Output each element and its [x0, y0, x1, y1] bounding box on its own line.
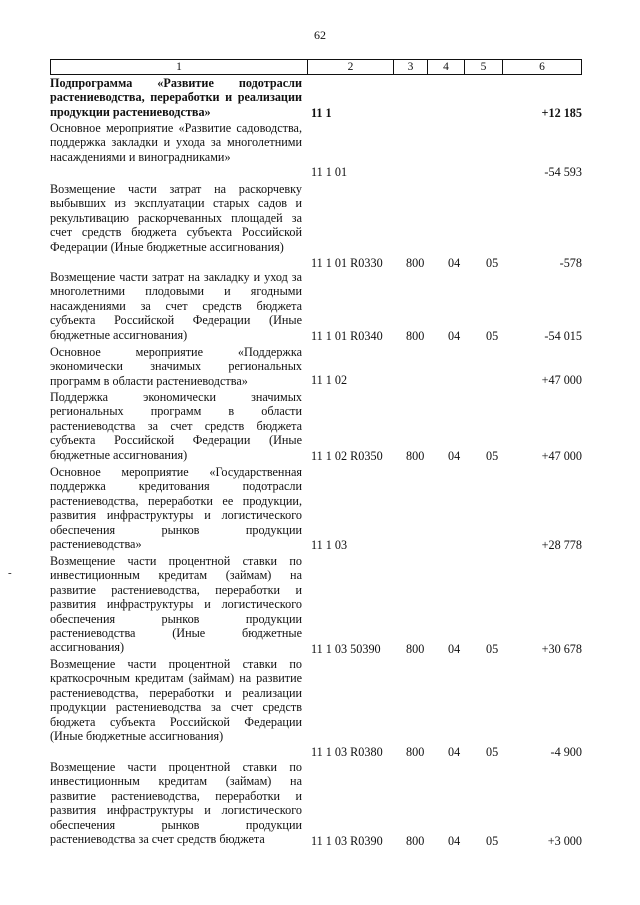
row-description: Возмещение части затрат на закладку и уход за многолетними плодовыми и ягодными насаждениями за счет средств бюджета субъекта Российской Федерации (Иные бюджетные ассигнования)	[50, 270, 302, 342]
row-vr: 800	[406, 256, 425, 270]
header-col-5: 5	[465, 60, 503, 74]
row-description: Поддержка экономически значимых региональных программ в области растениеводства за счет средств бюджета субъекта Российской Федерации (Иные бюджетные ассигнования)	[50, 390, 302, 462]
row-description: Основное мероприятие «Поддержка экономически значимых региональных программ в области растениеводства»	[50, 345, 302, 388]
row-code: 11 1	[311, 106, 332, 120]
row-pr: 05	[486, 745, 499, 759]
row-description: Основное мероприятие «Государственная поддержка кредитования подотрасли растениеводства, переработки ее продукции, развития инфраструктуры и логистического обеспечения рынков продукции растениеводства»	[50, 465, 302, 552]
row-code: 11 1 03	[311, 538, 348, 552]
row-pr: 05	[486, 642, 499, 656]
page-number: 62	[314, 28, 326, 42]
row-code: 11 1 03 R0380	[311, 745, 383, 759]
row-amount: +47 000	[541, 373, 582, 387]
row-vr: 800	[406, 834, 425, 848]
header-col-6: 6	[539, 61, 545, 73]
row-description: Основное мероприятие «Развитие садоводства, поддержка закладки и ухода за многолетними насаждениями и виноградниками»	[50, 121, 302, 164]
header-col-2: 2	[308, 60, 394, 74]
row-amount: +28 778	[541, 538, 582, 552]
row-code: 11 1 01 R0330	[311, 256, 383, 270]
row-code: 11 1 01	[311, 165, 348, 179]
header-col-3: 3	[394, 60, 428, 74]
row-pr: 05	[486, 256, 499, 270]
row-rz: 04	[448, 449, 461, 463]
row-amount: -4 900	[550, 745, 582, 759]
row-rz: 04	[448, 329, 461, 343]
row-pr: 05	[486, 834, 499, 848]
row-code: 11 1 01 R0340	[311, 329, 383, 343]
row-description: Подпрограмма «Развитие подотрасли растениеводства, переработки и реализации продукции растениеводства»	[50, 76, 302, 119]
row-vr: 800	[406, 329, 425, 343]
row-code: 11 1 02	[311, 373, 348, 387]
row-pr: 05	[486, 449, 499, 463]
row-amount: -578	[559, 256, 582, 270]
row-description: Возмещение части процентной ставки по инвестиционным кредитам (займам) на развитие растениеводства, переработки и развития инфраструктуры и логистического обеспечения рынков продукции растениеводства за счет средств бюджета	[50, 760, 302, 847]
row-description: Возмещение части затрат на раскорчевку выбывших из эксплуатации старых садов и рекультивацию раскорчеванных площадей за счет средств бюджета субъекта Российской Федерации (Иные бюджетные ассигнования)	[50, 182, 302, 254]
row-description: Возмещение части процентной ставки по краткосрочным кредитам (займам) на развитие растениеводства, переработки и реализации продукции растениеводства за счет средств бюджета субъекта Российской Федерации (Иные бюджетные ассигнования)	[50, 657, 302, 744]
row-amount: -54 593	[544, 165, 582, 179]
row-vr: 800	[406, 449, 425, 463]
row-rz: 04	[448, 834, 461, 848]
row-vr: 800	[406, 642, 425, 656]
header-col-1: 1	[51, 60, 308, 74]
row-rz: 04	[448, 745, 461, 759]
row-pr: 05	[486, 329, 499, 343]
row-code: 11 1 02 R0350	[311, 449, 383, 463]
row-amount: -54 015	[544, 329, 582, 343]
row-rz: 04	[448, 642, 461, 656]
row-amount: +3 000	[547, 834, 582, 848]
row-amount: +30 678	[541, 642, 582, 656]
row-code: 11 1 03 R0390	[311, 834, 383, 848]
row-amount: +47 000	[541, 449, 582, 463]
margin-mark: -	[8, 567, 12, 579]
row-code: 11 1 03 50390	[311, 642, 381, 656]
row-amount: +12 185	[541, 106, 582, 120]
table-header	[50, 59, 582, 75]
row-description: Возмещение части процентной ставки по инвестиционным кредитам (займам) на развитие растениеводства, переработки и развития инфраструктуры и логистического обеспечения рынков продукции растениеводства (Иные бюджетные ассигнования)	[50, 554, 302, 655]
row-rz: 04	[448, 256, 461, 270]
header-col-4: 4	[428, 60, 465, 74]
row-vr: 800	[406, 745, 425, 759]
